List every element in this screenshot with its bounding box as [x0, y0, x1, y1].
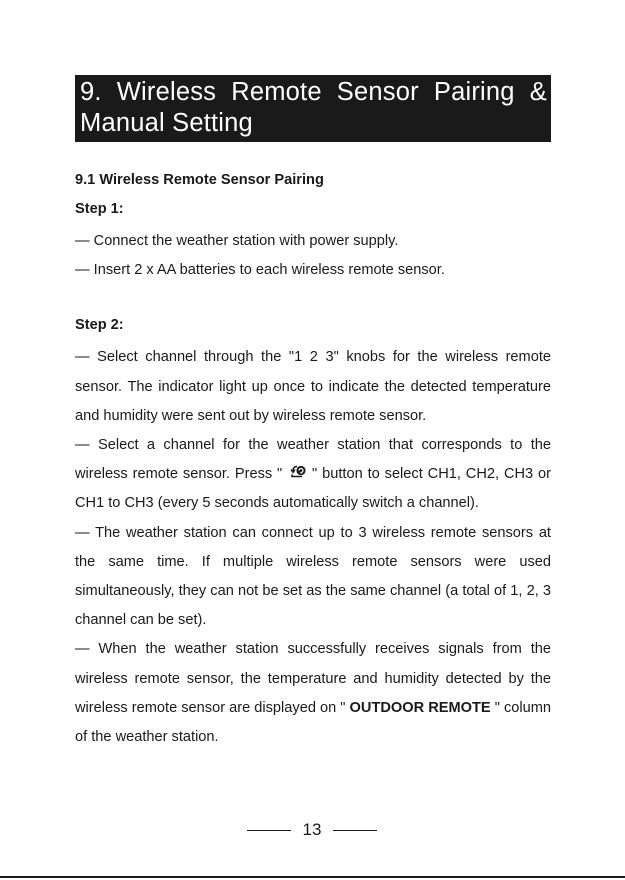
step-1-item-1: — Connect the weather station with power supply. [75, 233, 399, 249]
section-title-bar [75, 75, 551, 142]
step-2-item-4-text-b: " column of the weather station. [75, 699, 551, 746]
step-2-heading: Step 2: [75, 317, 124, 334]
footer-rule-left [247, 830, 291, 831]
page-footer [247, 818, 377, 842]
channel-cycle-icon [287, 462, 307, 478]
page-number: 13 [302, 820, 322, 839]
step-1-item-2: — Insert 2 x AA batteries to each wireless remote sensor. [75, 262, 445, 279]
section-title-line-2: Manual Setting [80, 109, 253, 137]
footer-rule-right [333, 830, 377, 831]
step-2-item-4-text-a: — When the weather station successfully receives signals from the wireless remote sensor, the temperature and humidity detected by the wireless remote sensor are displayed on " [75, 641, 551, 716]
paragraph-gap [75, 285, 551, 314]
manual-content [75, 169, 551, 752]
step-2-item-2 [75, 431, 551, 519]
subsection-heading: 9.1 Wireless Remote Sensor Pairing [75, 172, 324, 188]
page-bottom-border [0, 876, 625, 878]
step-2-item-2-text-b: " button to select CH1, CH2, CH3 or CH1 to CH3 (every 5 seconds automatically switch a channel). [75, 466, 552, 512]
step-2-item-2-text-a: — Select a channel for the weather station that corresponds to the wireless remote sensor. Press " [75, 437, 551, 483]
step-2-item-1: — Select channel through the "1 2 3" knobs for the wireless remote sensor. The indicator light up once to indicate the detected temperature and humidity were sent out by wireless remote sensor. [75, 349, 551, 424]
step-2-item-4 [75, 635, 551, 752]
step-2-item-3: — The weather station can connect up to 3 wireless remote sensors at the same time. If multiple wireless remote sensors were used simultaneously, they can not be set as the same channel (a total of 1, 2, 3 channel can be set). [75, 524, 551, 629]
outdoor-remote-label: OUTDOOR REMOTE [349, 699, 491, 716]
section-title-line-1: 9. Wireless Remote Sensor Pairing & [80, 78, 547, 106]
step-1-heading: Step 1: [75, 201, 124, 217]
